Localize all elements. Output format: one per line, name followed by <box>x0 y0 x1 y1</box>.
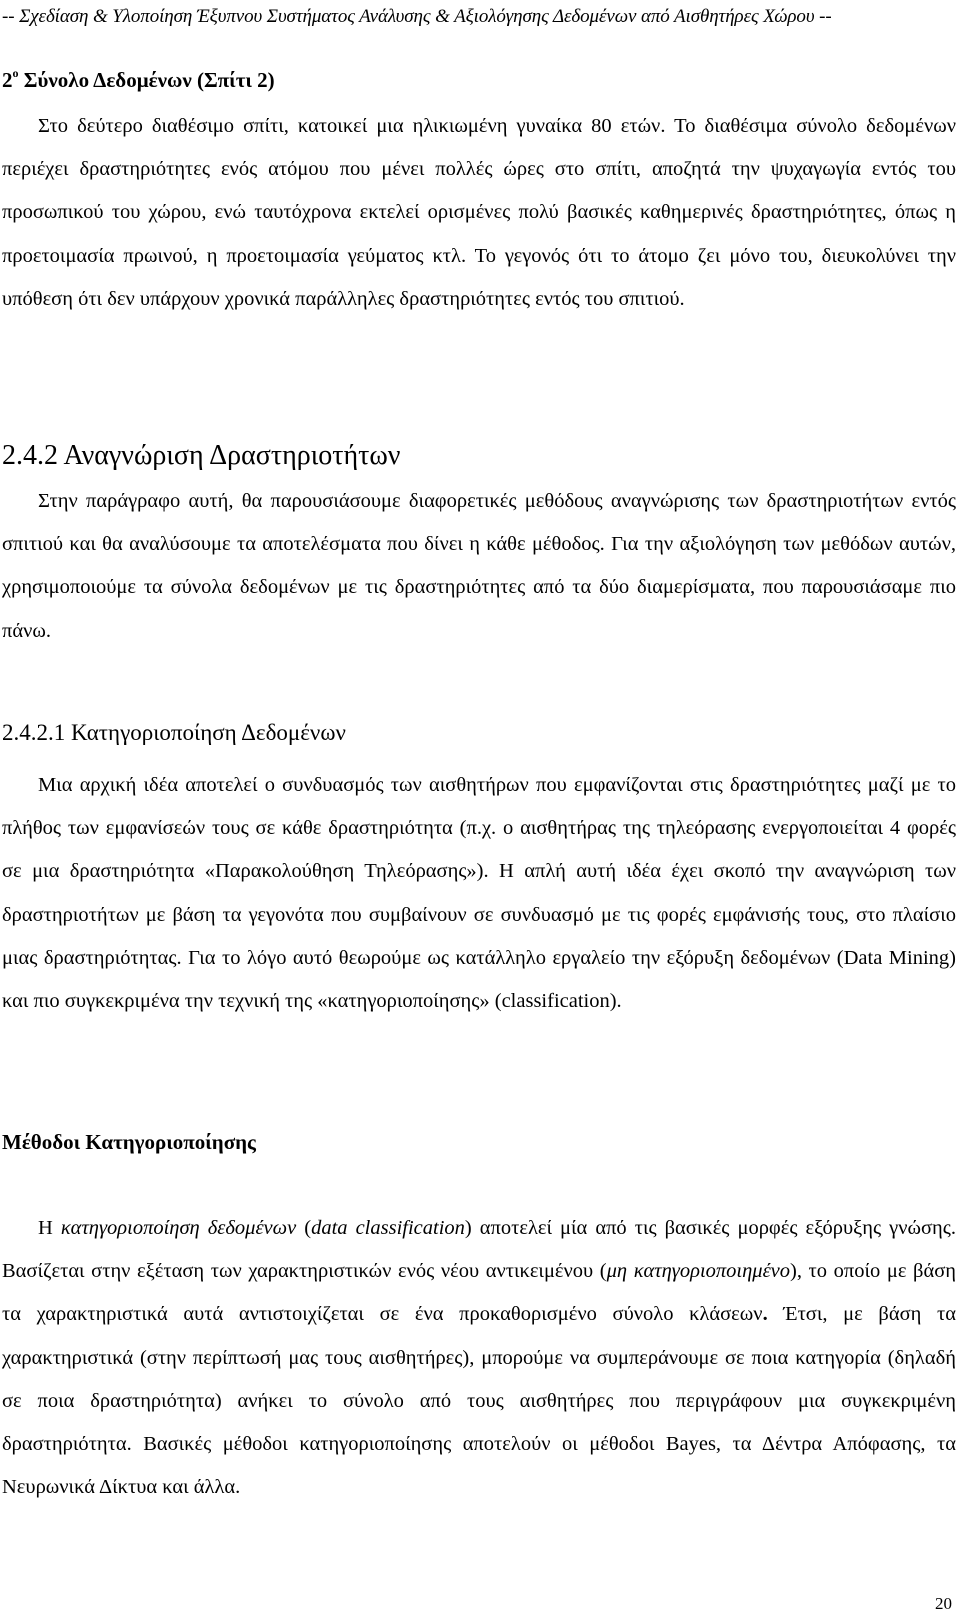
running-header: -- Σχεδίαση & Υλοποίηση Έξυπνου Συστήματος Ανάλυσης & Αξιολόγησης Δεδομένων από Αισθητήρες Χώρου -- <box>2 6 832 27</box>
dataset-2-title-ordinal: ο <box>12 66 19 80</box>
page-number: 20 <box>935 1594 952 1613</box>
section-2-4-2-paragraph: Στην παράγραφο αυτή, θα παρουσιάσουμε διαφορετικές μεθόδους αναγνώρισης των δραστηριοτήτων εντός σπιτιού και θα αναλύσουμε τα αποτελέσματα που δίνει η κάθε μέθοδος. Για την αξιολόγηση των μεθόδων αυτών, χρησιμοποιούμε τα σύνολα δεδομένων με τις δραστηριότητες από τα δύο διαμερίσματα, που παρουσιάσαμε πιο πάνω. <box>2 490 956 642</box>
dataset-2-title-number: 2 <box>2 68 13 92</box>
methods-bold-period: . <box>762 1303 768 1326</box>
dataset-2-title <box>2 68 275 93</box>
methods-text-3: ) αποτελεί μία από τις βασικές μορφές εξόρυξης γνώσης. Βασίζεται στην εξέταση των χαρακτηριστικών ενός νέου αντικειμένου ( <box>2 1217 956 1283</box>
methods-text-2: ( <box>296 1217 312 1239</box>
dataset-2-paragraph: Στο δεύτερο διαθέσιμο σπίτι, κατοικεί μια ηλικιωμένη γυναίκα 80 ετών. Το διαθέσιμα σύνολο δεδομένων περιέχει δραστηριότητες ενός ατόμου που μένει πολλές ώρες στο σπίτι, αποζητά την ψυχαγωγία εντός του προσωπικού του χώρου, ενώ ταυτόχρονα εκτελεί ορισμένες πολύ βασικές καθημερινές δραστηριότητες, όπως η προετοιμασία πρωινού, η προετοιμασία γεύματος κτλ. Το γεγονός ότι το άτομο ζει μόνο του, διευκολύνει την υπόθεση ότι δεν υπάρχουν χρονικά παράλληλες δραστηριότητες εντός του σπιτιού. <box>2 115 956 310</box>
methods-emphasis-3: μη κατηγοριοποιημένο <box>606 1260 791 1283</box>
methods-emphasis-1: κατηγοριοποίηση δεδομένων <box>60 1217 297 1239</box>
methods-emphasis-2: data classification <box>311 1217 465 1239</box>
methods-text-5: Έτσι, με βάση τα χαρακτηριστικά (στην περίπτωσή μας τους αισθητήρες), μπορούμε να συμπεράνουμε σε ποια κατηγορία (δηλαδή σε ποια δραστηριότητα) ανήκει το σύνολο από τους αισθητήρες που περιγράφουν μια συγκεκριμένη δραστηριότητα. Βασικές μέθοδοι κατηγοριοποίησης αποτελούν οι μέθοδοι Bayes, τα Δέντρα Απόφασης, τα Νευρωνικά Δίκτυα και άλλα. <box>2 1303 956 1499</box>
section-2-4-2-1-paragraph: Μια αρχική ιδέα αποτελεί ο συνδυασμός των αισθητήρων που εμφανίζονται στις δραστηριότητες μαζί με το πλήθος των εμφανίσεών τους σε κάθε δραστηριότητα (π.χ. ο αισθητήρας της τηλεόρασης ενεργοποιείται 4 φορές σε μια δραστηριότητα «Παρακολούθηση Τηλεόρασης»). Η απλή αυτή ιδέα έχει σκοπό την αναγνώριση των δραστηριοτήτων με βάση τα γεγονότα που συμβαίνουν σε συνδυασμό με τις φορές εμφάνισής τους, στο πλαίσιο μιας δραστηριότητας. Για το λόγο αυτό θεωρούμε ως κατάλληλο εργαλείο την εξόρυξη δεδομένων (Data Mining) και πιο συγκεκριμένα την τεχνική της «κατηγοριοποίησης» (classification). <box>2 774 956 1013</box>
dataset-2-title-text: Σύνολο Δεδομένων (Σπίτι 2) <box>23 68 275 92</box>
classification-methods-paragraph <box>2 1207 956 1509</box>
section-2-4-2-heading: 2.4.2 Αναγνώριση Δραστηριοτήτων <box>2 440 401 471</box>
methods-text-1: Η <box>38 1217 61 1239</box>
classification-methods-heading: Μέθοδοι Κατηγοριοποίησης <box>2 1130 256 1154</box>
methods-text-4: ), το οποίο με βάση τα χαρακτηριστικά αυτά αντιστοιχίζεται σε ένα προκαθορισμένο σύνολο κλάσεων <box>2 1260 956 1326</box>
section-2-4-2-1-heading: 2.4.2.1 Κατηγοριοποίηση Δεδομένων <box>2 720 346 745</box>
